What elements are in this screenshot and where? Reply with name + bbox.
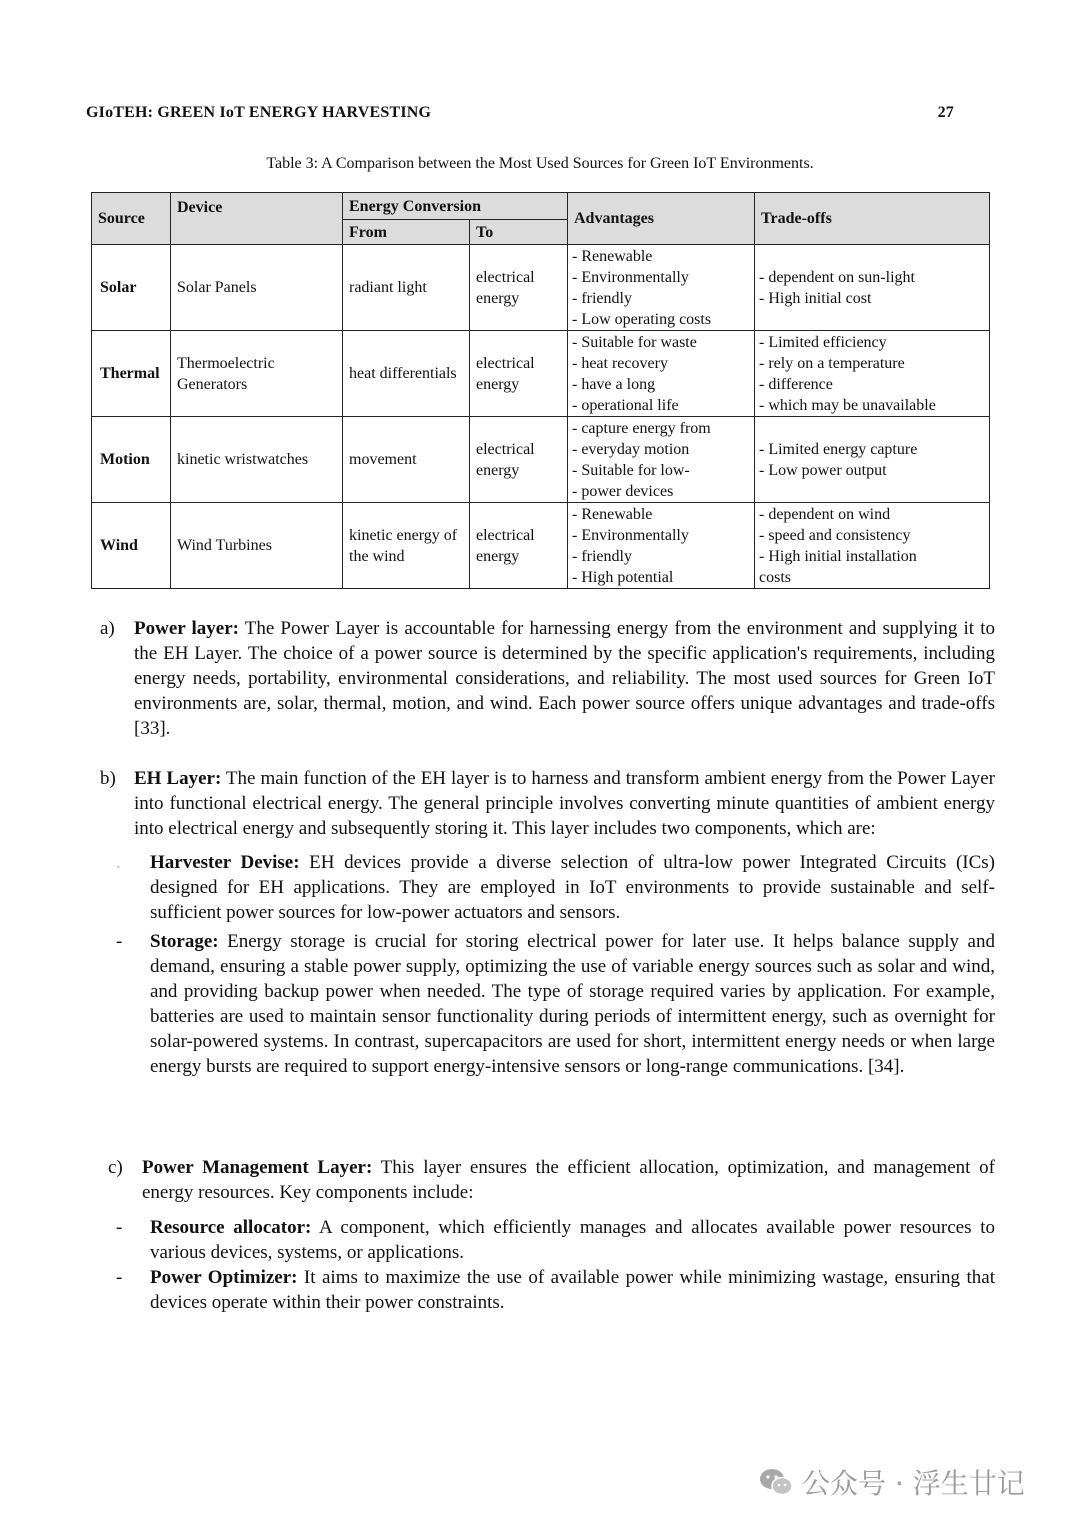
cell-advantages-line: - Suitable for waste [572, 333, 697, 351]
bullet-text: It aims to maximize the use of available power while minimizing wastage, ensuring that devices operate within their power constraints. [150, 1267, 995, 1313]
cell-tradeoffs-line: - dependent on sun-light [759, 268, 915, 286]
cell-device: Solar Panels [171, 245, 343, 331]
cell-from: movement [343, 417, 470, 503]
bullet-title: Power Optimizer: [150, 1267, 298, 1288]
cell-tradeoffs-line: - Limited energy capture [759, 440, 918, 458]
cell-source: Wind [92, 503, 171, 589]
cell-advantages [568, 245, 755, 331]
cell-advantages-line: - everyday motion [572, 440, 690, 458]
cell-advantages-line: - Low operating costs [572, 310, 712, 328]
section-eh-layer [100, 766, 995, 1079]
cell-to: electrical energy [470, 417, 568, 503]
section-label: c) [108, 1157, 123, 1178]
cell-advantages-line: - Suitable for low- [572, 461, 690, 479]
cell-tradeoffs [755, 417, 990, 503]
header-from: From [343, 220, 470, 245]
cell-from: heat differentials [343, 331, 470, 417]
cell-tradeoffs [755, 331, 990, 417]
bullet-storage [100, 929, 995, 1079]
header-advantages: Advantages [568, 193, 755, 245]
table-caption: Table 3: A Comparison between the Most Used Sources for Green IoT Environments. [266, 155, 814, 172]
bullet-title: Storage: [150, 931, 219, 952]
bullet-power-optimizer [100, 1265, 995, 1315]
page-number: 27 [937, 104, 954, 121]
cell-advantages-line: - friendly [572, 547, 632, 565]
cell-source: Thermal [92, 331, 171, 417]
bullet-resource-allocator [100, 1215, 995, 1265]
cell-advantages-line: - have a long [572, 375, 656, 393]
section-text: The main function of the EH layer is to harness and transform ambient energy from the Power Layer into functional electrical energy. The general principle involves converting minute quantities of ambient energy into electrical energy and subsequently storing it. This layer includes two components, which are: [134, 768, 995, 839]
section-title: Power Management Layer: [142, 1157, 373, 1178]
cell-advantages [568, 417, 755, 503]
running-title: GIoTEH: GREEN IoT ENERGY HARVESTING [86, 104, 432, 121]
section-text: The Power Layer is accountable for harnessing energy from the environment and supplying it to the EH Layer. The choice of a power source is determined by the specific application's requirements, including energy needs, portability, environmental considerations, and reliability. The most used sources for Green IoT environments are, solar, thermal, motion, and wind. Each power source offers unique advantages and trade-offs [33]. [134, 618, 995, 739]
wechat-icon [758, 1467, 794, 1497]
table-row [92, 331, 990, 417]
bullet-title: Resource allocator: [150, 1217, 312, 1238]
header-to: To [470, 220, 568, 245]
bullet-harvester [100, 850, 995, 925]
cell-from: radiant light [343, 245, 470, 331]
cell-source: Solar [92, 245, 171, 331]
cell-device: kinetic wristwatches [171, 417, 343, 503]
comparison-table [91, 192, 990, 589]
cell-advantages [568, 503, 755, 589]
cell-from: kinetic energy of the wind [343, 503, 470, 589]
running-header [86, 104, 954, 122]
cell-tradeoffs-line: - dependent on wind [759, 505, 891, 523]
header-source: Source [92, 193, 171, 245]
table-row [92, 417, 990, 503]
cell-tradeoffs-line: - Low power output [759, 461, 887, 479]
cell-tradeoffs-line: - difference [759, 375, 833, 393]
cell-advantages-line: - friendly [572, 289, 632, 307]
header-device: Device [171, 193, 343, 245]
bullet-text: A component, which efficiently manages and allocates available power resources to various devices, systems, or applications. [150, 1217, 995, 1263]
cell-advantages-line: - Environmentally [572, 526, 689, 544]
section-power-layer [100, 616, 995, 741]
bullet-marker: - [116, 1267, 123, 1288]
watermark-text: 公众号 · 浮生廿记 [802, 1467, 1025, 1500]
cell-tradeoffs [755, 245, 990, 331]
cell-tradeoffs-line: - Limited efficiency [759, 333, 887, 351]
cell-source: Motion [92, 417, 171, 503]
cell-advantages-line: - capture energy from [572, 419, 711, 437]
bullet-text: EH devices provide a diverse selection of ultra-low power Integrated Circuits (ICs) designed for EH applications. They are employed in IoT environments to provide sustainable and self-sufficient power sources for low-power actuators and sensors. [150, 852, 995, 923]
cell-tradeoffs-line: - speed and consistency [759, 526, 911, 544]
cell-tradeoffs-line: - which may be unavailable [759, 396, 936, 414]
cell-tradeoffs-line: costs [759, 568, 791, 586]
cell-advantages-line: - operational life [572, 396, 679, 414]
section-label: a) [100, 618, 115, 639]
cell-advantages-line: - Renewable [572, 247, 653, 265]
cell-advantages-line: - Renewable [572, 505, 653, 523]
table-row [92, 245, 990, 331]
section-power-management [100, 1155, 995, 1315]
cell-tradeoffs [755, 503, 990, 589]
cell-advantages-line: - Environmentally [572, 268, 689, 286]
cell-tradeoffs-line: - High initial cost [759, 289, 872, 307]
watermark [758, 1462, 1025, 1502]
cell-tradeoffs-line: - High initial installation [759, 547, 917, 565]
cell-to: electrical energy [470, 245, 568, 331]
cell-advantages-line: - power devices [572, 482, 674, 500]
section-label: b) [100, 768, 116, 789]
header-energy-conversion: Energy Conversion [343, 193, 568, 220]
bullet-marker: . [116, 852, 121, 873]
cell-advantages-line: - heat recovery [572, 354, 668, 372]
cell-device: Thermoelectric Generators [171, 331, 343, 417]
bullet-title: Harvester Devise: [150, 852, 300, 873]
cell-to: electrical energy [470, 331, 568, 417]
cell-to: electrical energy [470, 503, 568, 589]
table-row [92, 503, 990, 589]
cell-advantages [568, 331, 755, 417]
section-text: This layer ensures the efficient allocation, optimization, and management of energy resources. Key components include: [142, 1157, 995, 1203]
bullet-text: Energy storage is crucial for storing electrical power for later use. It helps balance supply and demand, ensuring a stable power supply, optimizing the use of variable energy sources such as solar and wind, and providing backup power when needed. The type of storage required varies by application. For example, batteries are used to maintain sensor functionality during periods of intermittent energy, such as overnight for solar-powered systems. In contrast, supercapacitors are used for short, intermittent energy needs or when large energy bursts are required to support energy-intensive sensors or long-range communications. [34]. [150, 931, 995, 1077]
header-tradeoffs: Trade-offs [755, 193, 990, 245]
cell-advantages-line: - High potential [572, 568, 674, 586]
cell-tradeoffs-line: - rely on a temperature [759, 354, 905, 372]
bullet-marker: - [116, 1217, 123, 1238]
section-title: EH Layer: [134, 768, 222, 789]
section-title: Power layer: [134, 618, 239, 639]
cell-device: Wind Turbines [171, 503, 343, 589]
bullet-marker: - [116, 931, 123, 952]
